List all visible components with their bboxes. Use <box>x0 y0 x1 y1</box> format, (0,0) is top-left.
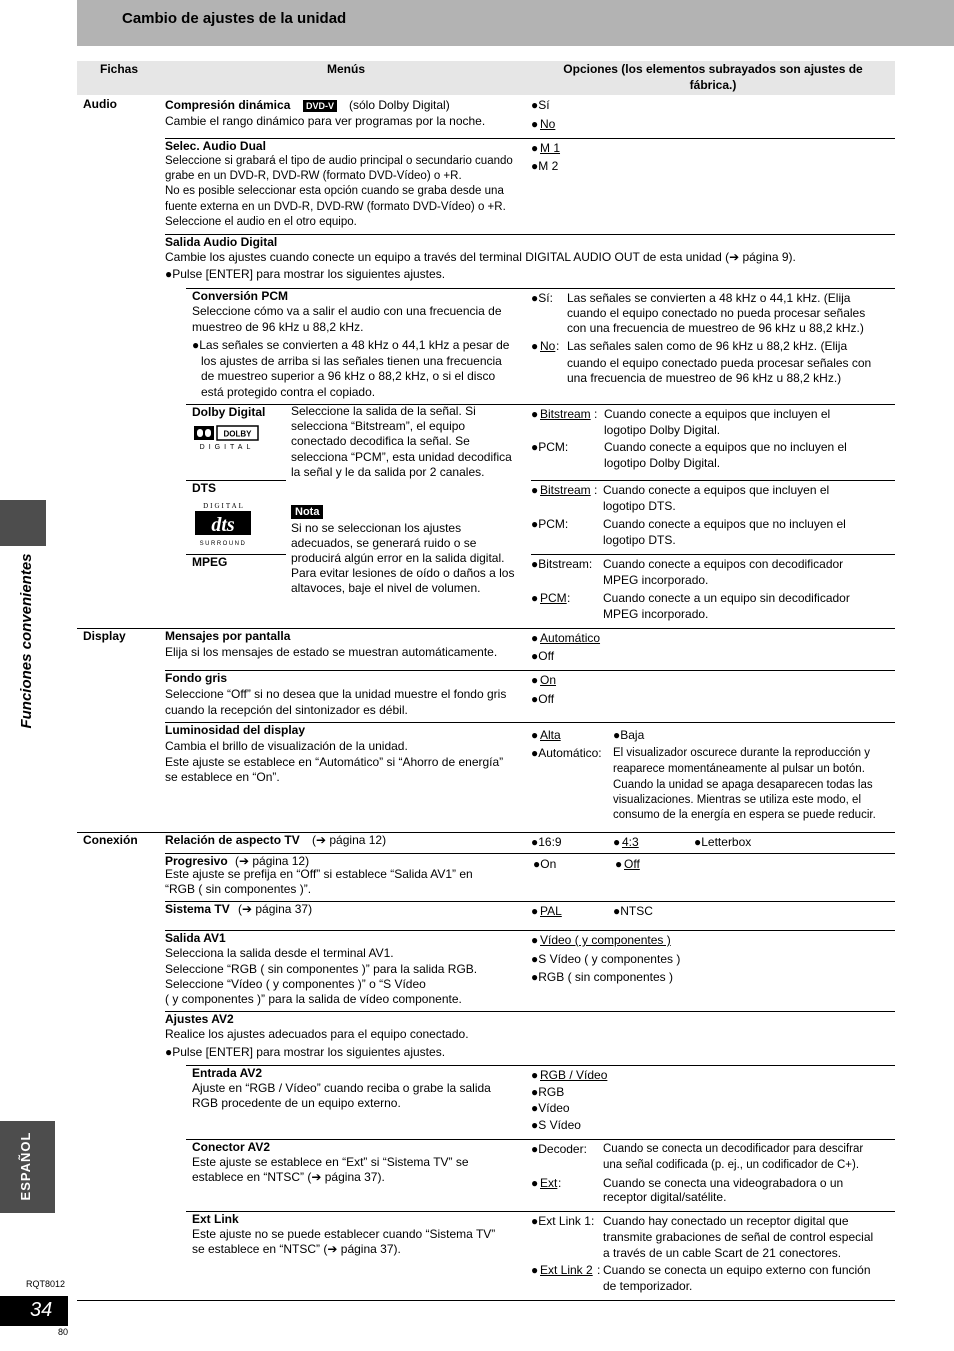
text-line: los ajustes de arriba si las señales tienen una frecuencia <box>201 354 502 368</box>
text-line: (➔ página 12) <box>235 854 310 868</box>
text-line: ●16:9 <box>531 835 562 849</box>
text-line: M 1 <box>540 141 561 155</box>
text-line: : <box>594 483 598 497</box>
row-divider <box>531 554 895 555</box>
text-line: Ext Link 2 <box>540 1263 593 1277</box>
text-line: Luminosidad del display <box>165 723 306 737</box>
text-line: ● <box>531 141 539 155</box>
row-divider <box>165 930 895 931</box>
svg-text:DIGITAL: DIGITAL <box>199 444 255 451</box>
text-line: Fondo gris <box>165 671 227 685</box>
text-line: Elija si los mensajes de estado se muestran automáticamente. <box>165 645 498 659</box>
text-line: la señal y le da salida por 2 canales. <box>291 465 485 479</box>
text-line: “RGB ( sin componentes )”. <box>165 882 312 896</box>
text-line: Las señales salen como de 96 kHz u 88,2 kHz. (Elija <box>567 339 848 353</box>
text-line: cuando el equipo conectado pueda procesar señales con <box>567 356 872 370</box>
row-divider <box>186 288 895 289</box>
tab-display: Display <box>83 629 126 643</box>
text-line: una señal codificada (p. ej., un codificador de C+). <box>603 1159 860 1171</box>
text-line: MPEG incorporado. <box>603 573 709 587</box>
text-line: Cuando la unidad se apaga desaparecen todas las <box>613 779 873 791</box>
text-line: receptor digital/satélite. <box>603 1190 727 1204</box>
text-line: : <box>567 591 571 605</box>
text-line: de temporizador. <box>603 1279 693 1293</box>
text-line: Conector AV2 <box>192 1140 271 1154</box>
svg-text:DOLBY: DOLBY <box>223 429 252 439</box>
text-line: grabe en un DVD-R, DVD-RW (formato DVD-Vídeo) o +R. <box>165 170 462 182</box>
text-line: Compresión dinámica <box>165 98 291 112</box>
tab-audio: Audio <box>83 97 117 111</box>
section-marker <box>0 500 46 546</box>
text-line: ●S Vídeo <box>531 1118 581 1132</box>
text-line: On <box>540 673 557 687</box>
text-line: ● <box>531 673 539 687</box>
text-line: Bitstream <box>540 407 591 421</box>
text-line: Este ajuste no se puede establecer cuando “Sistema TV” <box>192 1227 496 1241</box>
text-line: de muestreo superior a 96 kHz o 88,2 kHz, o si el disco <box>201 369 496 383</box>
text-line: Seleccione el audio en el otro equipo. <box>165 216 357 228</box>
text-line: Seleccione “Vídeo ( y componentes )” o “S Vídeo <box>165 977 426 991</box>
svg-text:DIGITAL: DIGITAL <box>203 502 245 510</box>
text-line: No es posible seleccionar esta opción cuando se graba desde una <box>165 185 504 197</box>
text-line: Dolby Digital <box>192 405 266 419</box>
section-divider <box>77 1300 895 1301</box>
text-line: ●PCM: <box>531 517 569 531</box>
text-line: altavoces, baje el nivel de volumen. <box>291 581 481 595</box>
text-line: ●RGB ( sin componentes ) <box>531 970 673 984</box>
text-line: logotipo DTS. <box>603 499 676 513</box>
text-line: ● <box>531 933 539 947</box>
text-line: Ajuste en “RGB / Vídeo” cuando reciba o grabe la salida <box>192 1081 491 1095</box>
text-line: DTS <box>192 481 216 495</box>
text-line: ● <box>531 1263 539 1277</box>
text-line: Salida AV1 <box>165 931 226 945</box>
text-line: Sistema TV <box>165 902 230 916</box>
text-line: establece en “NTSC” (➔ página 37). <box>192 1170 385 1184</box>
text-line: No <box>540 117 556 131</box>
text-line: Este ajuste se prefija en “Off” si establece “Salida AV1” en <box>165 867 473 881</box>
text-line: cuando la recepción del sintonizador es débil. <box>165 703 408 717</box>
text-line: : <box>556 339 560 353</box>
text-line: transmite grabaciones de señal de control especial <box>603 1230 874 1244</box>
text-line: se establece en “NTSC” (➔ página 37). <box>192 1242 401 1256</box>
text-line: selecciona “PCM”, esta unidad decodifica <box>291 450 512 464</box>
text-line: PCM <box>540 591 567 605</box>
text-line: a través de un cable Scart de 21 conectores. <box>603 1246 842 1260</box>
col-menus: Menús <box>326 62 365 76</box>
text-line: con una frecuencia de muestreo de 96 kHz u 88,2 kHz.) <box>567 321 864 335</box>
row-divider <box>165 138 895 139</box>
text-line: ● <box>613 835 621 849</box>
text-line: ●Bitstream: <box>531 557 593 571</box>
text-line: ●RGB <box>531 1085 565 1099</box>
model-code: RQT8012 <box>26 1279 66 1289</box>
text-line: ● <box>531 1068 539 1082</box>
text-line: Automático <box>540 631 601 645</box>
text-line: Bitstream <box>540 483 591 497</box>
text-line: Para evitar lesiones de oído o daños a los <box>291 566 515 580</box>
text-line: ●Letterbox <box>694 835 752 849</box>
text-line: : <box>558 1176 562 1190</box>
section-label: Funciones convenientes <box>18 553 35 729</box>
row-divider <box>186 1211 895 1212</box>
col-opciones-2: fábrica.) <box>689 78 737 92</box>
text-line: ● <box>531 728 539 742</box>
text-line: Cuando conecte a un equipo sin decodificador <box>603 591 850 605</box>
text-line: Ext <box>540 1176 558 1190</box>
text-line: ●NTSC <box>613 904 653 918</box>
text-line: Si no se seleccionan los ajustes <box>291 521 462 535</box>
text-line: ●Baja <box>613 728 645 742</box>
text-line: está protegido contra el copiado. <box>201 385 376 399</box>
dts-logo <box>193 501 255 547</box>
text-line: adecuados, se generará ruido o se <box>291 536 477 550</box>
text-line: Entrada AV2 <box>192 1066 263 1080</box>
text-line: una frecuencia de muestreo de 96 kHz u 88,2 kHz.) <box>567 371 842 385</box>
text-line: ● <box>531 117 539 131</box>
text-line: ● <box>531 1176 539 1190</box>
text-line: RGB / Vídeo <box>540 1068 608 1082</box>
text-line: selecciona “Bitstream”, el equipo <box>291 419 466 433</box>
text-line: ● <box>531 904 539 918</box>
text-line: Cuando hay conectado un receptor digital que <box>603 1214 849 1228</box>
text-line: ●Off <box>531 692 555 706</box>
text-line: logotipo Dolby Digital. <box>604 456 721 470</box>
text-line: Cuando se conecta un decodificador para descifrar <box>603 1143 864 1155</box>
text-line: Cuando se conecta una videograbadora o un <box>603 1176 844 1190</box>
text-line: Realice los ajustes adecuados para el equipo conectado. <box>165 1027 469 1041</box>
text-line: logotipo DTS. <box>603 533 676 547</box>
text-line: ● <box>531 631 539 645</box>
text-line: Ajustes AV2 <box>165 1012 234 1026</box>
text-line: Selec. Audio Dual <box>165 139 266 153</box>
text-line: Off <box>624 857 640 871</box>
text-line: Seleccione “Off” si no desea que la unidad muestre el fondo gris <box>165 687 507 701</box>
text-line: Mensajes por pantalla <box>165 629 291 643</box>
dolby-digital-logo <box>193 425 261 451</box>
text-line: Este ajuste se establece en “Automático” si “Ahorro de energía” <box>165 755 504 769</box>
text-line: ●On <box>533 857 557 871</box>
text-line: Cuando conecte a equipos que no incluyen el <box>604 440 847 454</box>
text-line: MPEG incorporado. <box>603 607 709 621</box>
text-line: muestreo de 96 kHz u 88,2 kHz. <box>192 320 364 334</box>
text-line: ●S Vídeo ( y componentes ) <box>531 952 681 966</box>
text-line: ●Vídeo <box>531 1101 570 1115</box>
text-line: ● <box>531 483 539 497</box>
text-line: Seleccione la salida de la señal. Si <box>291 404 476 418</box>
nota-label: Nota <box>291 505 323 519</box>
text-line: Seleccione si grabará el tipo de audio principal o secundario cuando <box>165 155 513 167</box>
text-line: (sólo Dolby Digital) <box>349 98 450 112</box>
page-number: 34 <box>30 1299 53 1321</box>
text-line: consumo de la energía en espera se puede reducir. <box>613 809 876 821</box>
text-line: Cuando conecte a equipos con decodificador <box>603 557 844 571</box>
text-line: Cambie los ajustes cuando conecte un equipo a través del terminal DIGITAL AUDIO OUT de esta unidad (➔ página 9). <box>165 250 796 264</box>
tab-conexion: Conexión <box>83 833 138 847</box>
sub-page-number: 80 <box>58 1327 69 1337</box>
text-line: ●Sí <box>531 98 550 112</box>
text-line: ●PCM: <box>531 440 569 454</box>
text-line: fuente externa en un DVD-R, DVD-RW (formato DVD-Vídeo) o +R. <box>165 201 506 213</box>
text-line: RGB procedente de un equipo externo. <box>192 1096 401 1110</box>
text-line: ●Decoder: <box>531 1142 587 1156</box>
text-line: reaparece momentáneamente al pulsar un botón. <box>613 763 865 775</box>
text-line: MPEG <box>192 555 228 569</box>
text-line: logotipo Dolby Digital. <box>604 423 721 437</box>
col-opciones-1: Opciones (los elementos subrayados son ajustes de <box>563 62 863 76</box>
text-line: ●M 2 <box>531 159 559 173</box>
page-title: Cambio de ajustes de la unidad <box>122 10 347 27</box>
row-divider <box>165 1011 895 1012</box>
text-line: (➔ página 12) <box>312 833 387 847</box>
text-line: PAL <box>540 904 562 918</box>
row-divider <box>531 480 895 481</box>
text-line: ●Ext Link 1: <box>531 1214 595 1228</box>
text-line: Las señales se convierten a 48 kHz o 44,1 kHz. (Elija <box>567 291 851 305</box>
text-line: 4:3 <box>622 835 639 849</box>
text-line: ●Off <box>531 649 555 663</box>
row-divider <box>186 1139 895 1140</box>
text-line: Salida Audio Digital <box>165 235 278 249</box>
text-line: cuando el equipo conectado no pueda procesar señales <box>567 306 866 320</box>
text-line: : <box>594 407 598 421</box>
text-line: ●Las señales se convierten a 48 kHz o 44,1 kHz a pesar de <box>192 338 510 352</box>
text-line: ●Pulse [ENTER] para mostrar los siguientes ajustes. <box>165 1045 446 1059</box>
row-divider <box>186 1065 895 1066</box>
text-line: ( y componentes )” para la salida de vídeo componente. <box>165 992 462 1006</box>
text-line: ● <box>531 407 539 421</box>
text-line: Cambie el rango dinámico para ver programas por la noche. <box>165 114 486 128</box>
text-line: producirá algún error en la salida digital. <box>291 551 505 565</box>
text-line: ●Sí: <box>531 291 553 305</box>
text-line: (➔ página 37) <box>238 902 313 916</box>
text-line: Cuando se conecta un equipo externo con función <box>603 1263 871 1277</box>
language-label: ESPAÑOL <box>18 1131 33 1201</box>
text-line: ●Pulse [ENTER] para mostrar los siguientes ajustes. <box>165 267 446 281</box>
text-line: Seleccione “RGB ( sin componentes )” para la salida RGB. <box>165 962 478 976</box>
text-line: se establece en “On”. <box>165 770 280 784</box>
text-line: ● <box>531 339 539 353</box>
svg-text:SURROUND: SURROUND <box>199 541 247 547</box>
text-line: Ext Link <box>192 1212 239 1226</box>
text-line: Progresivo <box>165 854 228 868</box>
text-line: : <box>597 1263 601 1277</box>
text-line: ●Automático: <box>531 746 602 760</box>
text-line: Alta <box>540 728 561 742</box>
text-line: Cuando conecte a equipos que no incluyen el <box>603 517 846 531</box>
text-line: Este ajuste se establece en “Ext” si “Sistema TV” se <box>192 1155 469 1169</box>
text-line: ● <box>615 857 623 871</box>
text-line: Selecciona la salida desde el terminal AV1. <box>165 946 394 960</box>
text-line: Relación de aspecto TV <box>165 833 300 847</box>
row-divider <box>165 670 895 671</box>
text-line: visualizaciones. Mientras se utiliza este modo, el <box>613 794 862 806</box>
text-line: ● <box>531 591 539 605</box>
text-line: conectado decodifica la señal. Se <box>291 434 470 448</box>
text-line: Cambia el brillo de visualización de la unidad. <box>165 739 408 753</box>
text-line: Cuando conecte a equipos que incluyen el <box>604 407 831 421</box>
dvd-v-badge: DVD-V <box>303 100 337 112</box>
text-line: Vídeo ( y componentes ) <box>540 933 671 947</box>
svg-text:dts: dts <box>211 514 235 536</box>
text-line: Conversión PCM <box>192 289 289 303</box>
text-line: No <box>540 339 556 353</box>
text-line: Cuando conecte a equipos que incluyen el <box>603 483 830 497</box>
text-line: El visualizador oscurece durante la reproducción y <box>613 747 870 759</box>
col-fichas: Fichas <box>99 62 138 76</box>
text-line: Seleccione cómo va a salir el audio con una frecuencia de <box>192 304 502 318</box>
